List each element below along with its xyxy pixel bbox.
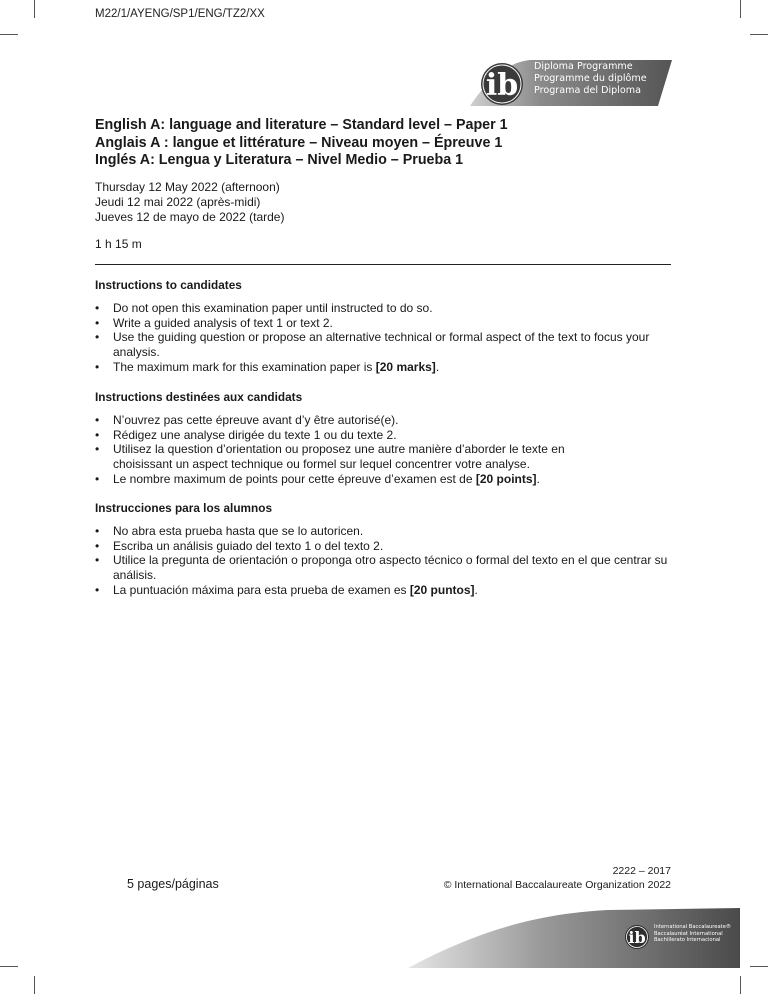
badge-line: Programa del Diploma [534, 85, 642, 96]
paper-code: M22/1/AYENG/SP1/ENG/TZ2/XX [95, 8, 265, 20]
badge-line: Programme du diplôme [534, 73, 647, 84]
crop-mark [0, 966, 18, 967]
footer-code: 2222 – 2017 [612, 865, 671, 877]
ib-brand-text [654, 924, 731, 944]
instructions-english [95, 278, 675, 375]
title-spanish: Inglés A: Lengua y Literatura – Nivel Medio – Prueba 1 [95, 152, 464, 169]
crop-mark [34, 0, 35, 18]
brand-line: Baccalauréat International [654, 930, 723, 937]
crop-mark [740, 0, 741, 18]
instructions-french [95, 390, 675, 487]
instruction-item: • Le nombre maximum de points pour cette épreuve d’examen est de [20 points]. [95, 471, 540, 486]
instruction-item: • Escriba un análisis guiado del texto 1 o del texto 2. [95, 538, 384, 553]
instruction-item: • Do not open this examination paper until instructed to do so. [95, 300, 433, 315]
title-english: English A: language and literature – Standard level – Paper 1 [95, 117, 508, 133]
paper-titles [95, 117, 508, 170]
instruction-item: • N’ouvrez pas cette épreuve avant d’y être autorisé(e). [95, 412, 399, 427]
instruction-item: • No abra esta prueba hasta que se lo autoricen. [95, 523, 364, 538]
crop-mark [750, 966, 768, 967]
instructions-heading: Instrucciones para los alumnos [95, 501, 273, 515]
instructions-spanish [95, 501, 675, 598]
footer-info [371, 864, 671, 892]
instructions-heading: Instructions destinées aux candidats [95, 390, 303, 404]
copyright: © International Baccalaureate Organization 2022 [443, 879, 671, 891]
crop-mark [0, 34, 18, 35]
instructions-heading: Instructions to candidates [95, 278, 242, 292]
date-spanish: Jueves 12 de mayo de 2022 (tarde) [95, 210, 285, 224]
crop-mark [740, 976, 741, 994]
brand-line: Bachillerato Internacional [654, 937, 721, 944]
badge-line: Diploma Programme [534, 61, 633, 72]
badge-text [534, 61, 647, 97]
crop-mark [750, 34, 768, 35]
exam-duration: 1 h 15 m [95, 237, 142, 251]
instruction-item: • Utilisez la question d’orientation ou proposez une autre manière d’aborder le texte en choisissant un aspect technique ou formel sur lequel concentrer votre analyse. [95, 442, 565, 472]
divider [95, 264, 671, 265]
page-count: 5 pages/páginas [127, 877, 219, 891]
instruction-item: • Utilice la pregunta de orientación o proponga otro aspecto técnico o formal del texto en el que centrar su análisis. [95, 553, 668, 583]
date-french: Jeudi 12 mai 2022 (après-midi) [95, 195, 261, 209]
crop-mark [34, 976, 35, 994]
instruction-item: • Use the guiding question or propose an alternative technical or formal aspect of the text to focus your analysis. [95, 330, 650, 360]
ib-letters: ib [628, 928, 646, 947]
instruction-item: • La puntuación máxima para esta prueba de examen es [20 puntos]. [95, 582, 478, 597]
instruction-item: • Write a guided analysis of text 1 or text 2. [95, 315, 333, 330]
date-english: Thursday 12 May 2022 (afternoon) [95, 180, 280, 194]
instruction-item: • The maximum mark for this examination paper is [20 marks]. [95, 359, 440, 374]
exam-dates [95, 180, 284, 225]
instruction-item: • Rédigez une analyse dirigée du texte 1 ou du texte 2. [95, 427, 397, 442]
ib-letters: ib [485, 68, 519, 103]
title-french: Anglais A : langue et littérature – Niveau moyen – Épreuve 1 [95, 134, 503, 151]
brand-line: International Baccalaureate® [654, 924, 732, 930]
